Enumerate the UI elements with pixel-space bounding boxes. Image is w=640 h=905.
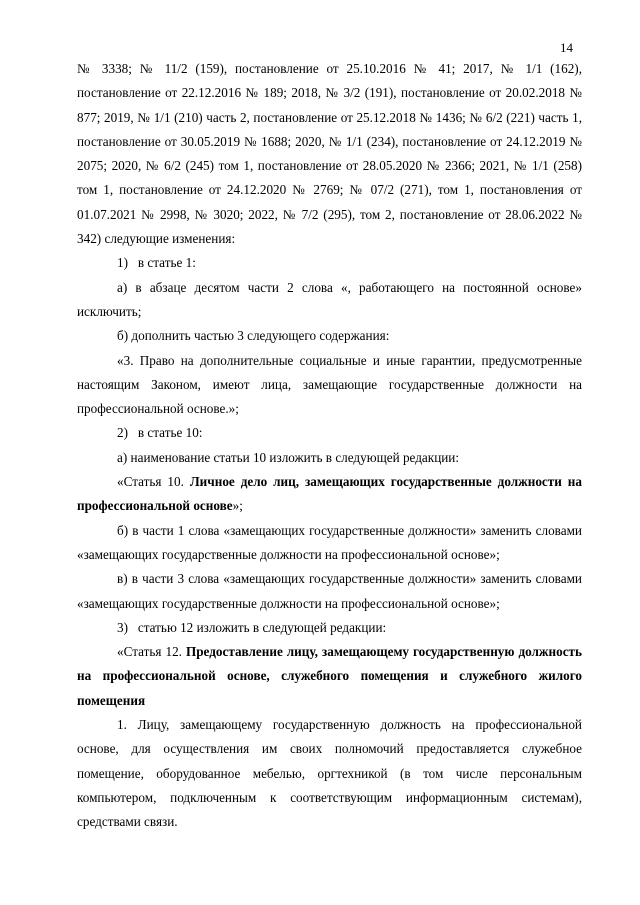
page-number: 14 <box>560 40 573 55</box>
paragraph-item-1a: а) в абзаце десятом части 2 слова «, работающего на постоянной основе» исключить; <box>77 279 582 319</box>
paragraph-item-2: 2) в статье 10: <box>117 425 203 441</box>
paragraph-item-1: 1) в статье 1: <box>117 255 196 271</box>
article-10-prefix: «Статья 10. <box>117 474 190 490</box>
article-12-part-1: 1. Лицу, замещающему государственную должность на профессиональной основе, для осуществления им своих полномочий предоставляется служебное помещение, оборудованное мебелью, оргтехникой (в том числе персональным компьютером, подключенным к соответствующим информационным системам), средствами связи. <box>77 717 582 830</box>
paragraph-item-2b: б) в части 1 слова «замещающих государственные должности» заменить словами «замещающих государственные должности на профессиональной основе»; <box>77 522 582 562</box>
article-10-title: Личное дело лиц, замещающих государственные должности на профессиональной основе <box>77 474 582 514</box>
article-12-heading <box>77 640 582 713</box>
document-body <box>77 57 582 835</box>
paragraph-part-3-quote: «3. Право на дополнительные социальные и иные гарантии, предусмотренные настоящим Законом, имеют лица, замещающие государственные должности на профессиональной основе.»; <box>77 352 582 417</box>
article-12-title: Предоставление лицу, замещающему государственную должность на профессиональной основе, служебного помещения и служебного жилого помещения <box>77 644 582 708</box>
paragraph-item-1b: б) дополнить частью 3 следующего содержания: <box>117 328 390 344</box>
paragraph-item-3: 3) статью 12 изложить в следующей редакции: <box>117 619 387 635</box>
paragraph-amendment-sources: № 3338; № 11/2 (159), постановление от 25.10.2016 № 41; 2017, № 1/1 (162), постановление от 22.12.2016 № 189; 2018, № 3/2 (191), постановление от 20.02.2018 № 877; 2019, № 1/1 (210) часть 2, постановление от 25.12.2018 № 1436; № 6/2 (221) часть 1, постановление от 30.05.2019 № 1688; 2020, № 1/1 (234), постановление от 24.12.2019 № 2075; 2020, № 6/2 (245) том 1, постановление от 28.05.2020 № 2366; 2021, № 1/1 (258) том 1, постановление от 24.12.2020 № 2769; № 07/2 (271), том 1, постановления от 01.07.2021 № 2998, № 3020; 2022, № 7/2 (295), том 2, постановление от 28.06.2022 № 342) следующие изменения: <box>77 61 582 247</box>
paragraph-item-2c: в) в части 3 слова «замещающих государственные должности» заменить словами «замещающих государственные должности на профессиональной основе»; <box>77 571 582 611</box>
paragraph-item-2a: а) наименование статьи 10 изложить в следующей редакции: <box>117 449 460 465</box>
article-12-prefix: «Статья 12. <box>117 644 186 660</box>
article-10-suffix: »; <box>232 498 243 514</box>
article-10-heading <box>77 470 582 519</box>
